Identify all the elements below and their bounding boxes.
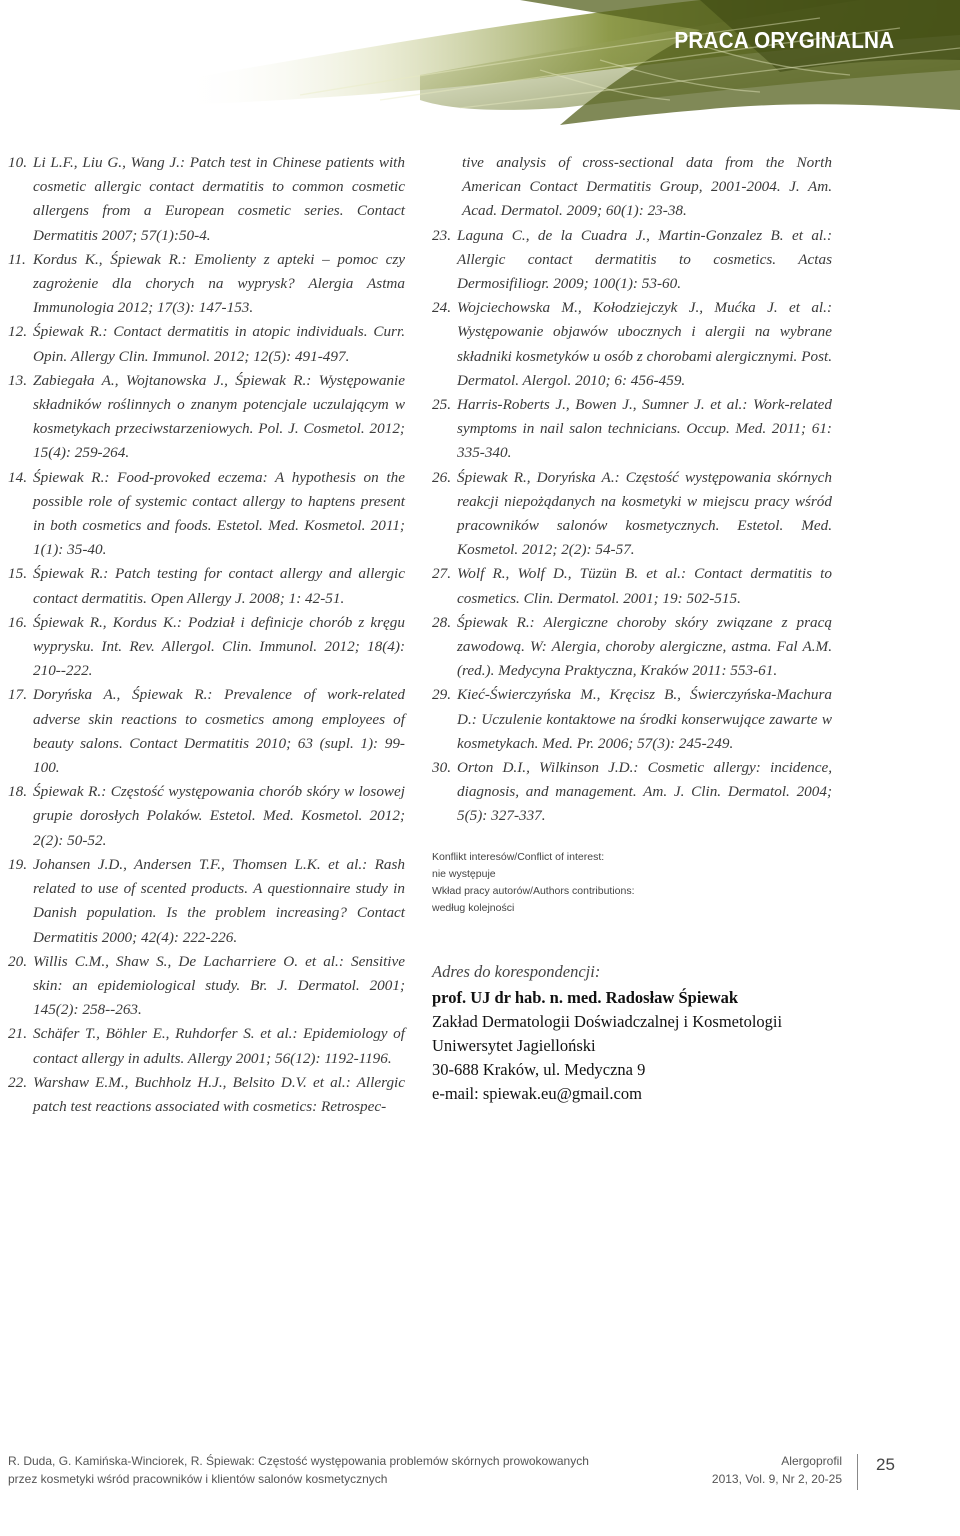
reference-text: Schäfer T., Böhler E., Ruhdorfer S. et al.: Epidemiology of contact allergy in adults. Allergy 2001; 56(12): 1192-1196.	[33, 1025, 405, 1067]
reference-text: Orton D.I., Wilkinson J.D.: Cosmetic allergy: incidence, diagnosis, and management. Am. J. Clin. Dermatol. 2004; 5(5): 327-337.	[457, 759, 832, 825]
reference-item	[8, 466, 405, 563]
reference-text: Willis C.M., Shaw S., De Lacharriere O. et al.: Sensitive skin: an epidemiological study. Br. J. Dermatol. 2001; 145(2): 258--263.	[33, 952, 405, 1019]
reference-text: Johansen J.D., Andersen T.F., Thomsen L.K. et al.: Rash related to use of scented products. A questionnaire study in Danish population. Is the problem increasing? Contact Dermatitis 2000; 42(4): 222-226.	[33, 855, 405, 946]
footer-citation	[8, 1452, 589, 1488]
correspondence-block	[432, 960, 782, 1106]
correspondence-label: Adres do korespondencji:	[432, 962, 601, 981]
reference-number: 14.	[8, 468, 27, 486]
reference-number: 10.	[8, 154, 27, 171]
reference-text: Śpiewak R.: Food-provoked eczema: A hypothesis on the possible role of systemic contact allergy to haptens present in both cosmetics and foods. Estetol. Med. Kosmetol. 2011; 1(1): 35-40.	[33, 468, 405, 559]
reference-number: 11.	[8, 250, 26, 268]
reference-item	[432, 756, 832, 829]
conflict-value: nie występuje	[432, 868, 496, 880]
footer-volume: 2013, Vol. 9, Nr 2, 20-25	[711, 1472, 842, 1486]
leaf-texture-graphic	[0, 0, 960, 132]
reference-item	[8, 780, 405, 853]
footer-divider	[857, 1454, 858, 1490]
reference-item	[8, 611, 405, 684]
reference-number: 23.	[432, 226, 451, 244]
reference-text: Wojciechowska M., Kołodziejczyk J., Mućka J. et al.: Występowanie objawów ubocznych i alergii na wybrane składniki kosmetyków u osób z chorobami alergicznymi. Post. Dermatol. Alergol. 2010; 6: 456-459.	[457, 299, 832, 389]
reference-item	[432, 393, 832, 466]
reference-number: 21.	[8, 1025, 27, 1043]
reference-item	[432, 224, 832, 297]
reference-number: 26.	[432, 468, 451, 486]
reference-text: Wolf R., Wolf D., Tüzün B. et al.: Contact dermatitis to cosmetics. Clin. Dermatol. 2001; 19: 502-515.	[457, 565, 832, 607]
reference-item	[8, 1071, 405, 1119]
reference-text: Śpiewak R.: Alergiczne choroby skóry związane z pracą zawodową. W: Alergia, choroby alergiczne, astma. Fal A.M. (red.). Medycyna Praktyczna, Kraków 2011: 553-61.	[457, 613, 832, 680]
footer-journal	[712, 1452, 842, 1488]
references-left-column	[8, 151, 405, 1119]
reference-number: 17.	[8, 686, 27, 704]
reference-number: 16.	[8, 613, 27, 631]
reference-text: Laguna C., de la Cuadra J., Martin-Gonzalez B. et al.: Allergic contact dermatitis to cosmetics. Actas Dermosifiliogr. 2009; 100(1): 53-60.	[457, 226, 832, 293]
reference-number: 18.	[8, 783, 27, 801]
reference-number: 20.	[8, 952, 27, 970]
reference-text: Śpiewak R., Kordus K.: Podział i definicje chorób z kręgu wyprysku. Int. Rev. Allergol. Clin. Immunol. 2012; 18(4): 210--222.	[33, 613, 405, 680]
footer-citation-line2: przez kosmetyki wśród pracowników i klientów salonów kosmetycznych	[8, 1472, 388, 1486]
footer-journal-name: Alergoprofil	[781, 1454, 842, 1468]
contrib-label: Wkład pracy autorów/Authors contributions:	[432, 885, 635, 897]
header-banner	[0, 0, 960, 132]
contrib-value: według kolejności	[432, 902, 515, 914]
page-number: 25	[876, 1455, 895, 1474]
reference-number: 25.	[432, 396, 451, 414]
reference-text: Śpiewak R.: Patch testing for contact allergy and allergic contact dermatitis. Open Allergy J. 2008; 1: 42-51.	[33, 565, 405, 607]
reference-number: 19.	[8, 855, 27, 873]
reference-item	[8, 369, 405, 466]
reference-number: 28.	[432, 613, 451, 631]
reference-text: Doryńska A., Śpiewak R.: Prevalence of work-related adverse skin reactions to cosmetics among employees of beauty salons. Contact Dermatitis 2010; 63 (supl. 1): 99-100.	[33, 686, 405, 777]
reference-text: Śpiewak R.: Częstość występowania chorób skóry w losowej grupie dorosłych Polaków. Estetol. Med. Kosmetol. 2012; 2(2): 50-52.	[33, 783, 405, 849]
reference-item	[8, 1022, 405, 1070]
references-right-column	[432, 151, 832, 829]
reference-text: Kordus K., Śpiewak R.: Emolienty z apteki – pomoc czy zagrożenie dla chorych na wyprysk? Alergia Astma Immunologia 2012; 17(3): 147-153.	[33, 250, 405, 317]
correspondence-line3: 30-688 Kraków, ul. Medyczna 9	[432, 1060, 646, 1079]
reference-text: Kieć-Świerczyńska M., Kręcisz B., Świerczyńska-Machura D.: Uczulenie kontaktowe na środki konserwujące zawarte w kosmetykach. Med. Pr. 2006; 57(3): 245-249.	[457, 686, 832, 752]
reference-number: 29.	[432, 686, 451, 704]
reference-item	[8, 248, 405, 321]
reference-number: 30.	[432, 759, 451, 777]
reference-item	[432, 683, 832, 756]
reference-number: 15.	[8, 565, 27, 583]
reference-number: 13.	[8, 371, 27, 389]
page-footer	[0, 1452, 960, 1492]
correspondence-name: prof. UJ dr hab. n. med. Radosław Śpiewak	[432, 988, 739, 1007]
reference-number: 27.	[432, 565, 451, 583]
reference-text: Warshaw E.M., Buchholz H.J., Belsito D.V. et al.: Allergic patch test reactions associated with cosmetics: Retrospec-	[33, 1073, 405, 1115]
reference-item	[432, 296, 832, 393]
reference-22-continuation: tive analysis of cross-sectional data from the North American Contact Dermatitis Group, 2001-2004. J. Am. Acad. Dermatol. 2009; 60(1): 23-38.	[462, 154, 832, 220]
reference-number: 22.	[8, 1073, 27, 1091]
reference-number: 12.	[8, 323, 27, 341]
reference-text: Harris-Roberts J., Bowen J., Sumner J. et al.: Work-related symptoms in nail salon technicians. Occup. Med. 2011; 61: 335-340.	[457, 396, 832, 462]
correspondence-email[interactable]: e-mail: spiewak.eu@gmail.com	[432, 1084, 642, 1103]
reference-item	[432, 562, 832, 610]
correspondence-line2: Uniwersytet Jagielloński	[432, 1036, 596, 1055]
reference-text: Zabiegała A., Wojtanowska J., Śpiewak R.: Występowanie składników roślinnych o znanym potencjale uczulającym w kosmetykach przeciwstarzeniowych. Pol. J. Cosmetol. 2012; 15(4): 259-264.	[33, 371, 405, 462]
reference-item	[8, 853, 405, 950]
conflict-label: Konflikt interesów/Conflict of interest:	[432, 851, 605, 863]
reference-item	[8, 683, 405, 780]
reference-item	[8, 562, 405, 610]
section-label: PRACA ORYGINALNA	[674, 27, 894, 53]
reference-number: 24.	[432, 299, 451, 317]
reference-item	[8, 151, 405, 248]
article-metadata	[432, 849, 635, 917]
correspondence-line1: Zakład Dermatologii Doświadczalnej i Kosmetologii	[432, 1012, 783, 1031]
reference-text: Śpiewak R.: Contact dermatitis in atopic individuals. Curr. Opin. Allergy Clin. Immunol. 2012; 12(5): 491-497.	[33, 323, 405, 365]
reference-item	[432, 466, 832, 563]
footer-citation-line1: R. Duda, G. Kamińska-Winciorek, R. Śpiewak: Częstość występowania problemów skórnych prowokowanych	[8, 1454, 589, 1468]
reference-item	[8, 320, 405, 368]
reference-text: Śpiewak R., Doryńska A.: Częstość występowania skórnych reakcji niepożądanych na kosmetyki w miejscu pracy wśród pracowników salonów kosmetycznych. Estetol. Med. Kosmetol. 2012; 2(2): 54-57.	[457, 468, 832, 559]
reference-item	[8, 950, 405, 1023]
reference-text: Li L.F., Liu G., Wang J.: Patch test in Chinese patients with cosmetic allergic contact dermatitis to common cosmetic allergens from a European cosmetic series. Contact Dermatitis 2007; 57(1):50-4.	[33, 154, 405, 244]
reference-item	[432, 611, 832, 684]
